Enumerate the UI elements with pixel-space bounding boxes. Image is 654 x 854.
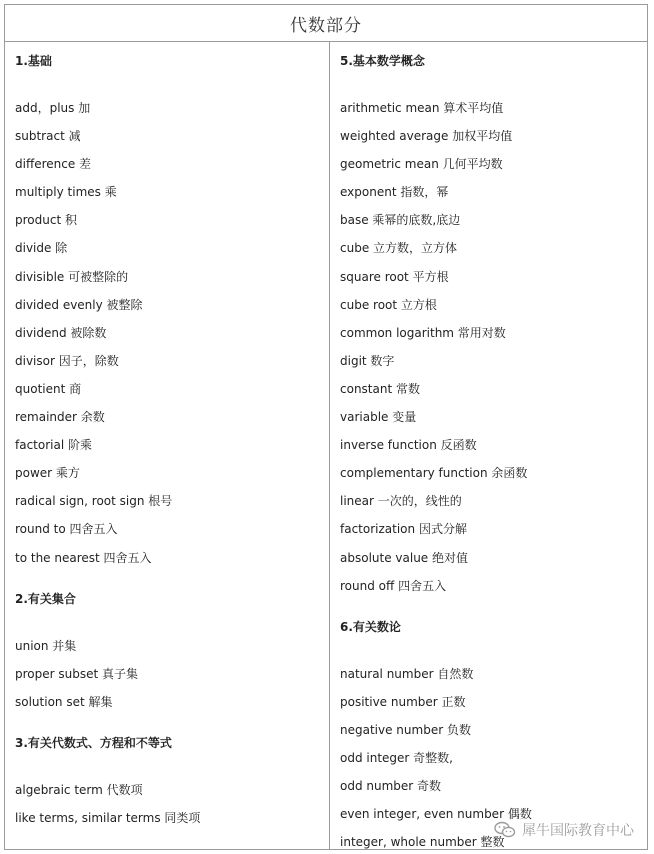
vocab-term: inverse function 反函数 — [340, 438, 477, 453]
vocab-term: like terms, similar terms 同类项 — [15, 810, 201, 825]
section-heading: 1.基础 — [15, 54, 52, 68]
left-column — [5, 42, 330, 849]
vocab-term: proper subset 真子集 — [15, 666, 139, 681]
vocab-term: positive number 正数 — [340, 694, 466, 709]
vocab-term: factorial 阶乘 — [15, 438, 92, 453]
vocab-term: absolute value 绝对值 — [340, 550, 468, 565]
vocab-term: round off 四舍五入 — [340, 578, 447, 593]
vocab-term: linear 一次的，线性的 — [340, 494, 462, 509]
vocab-term: geometric mean 几何平均数 — [340, 157, 503, 172]
vocab-term: negative number 负数 — [340, 722, 471, 737]
section-heading: 6.有关数论 — [340, 619, 401, 634]
section-spacer — [340, 600, 647, 616]
vocab-term: radical sign, root sign 根号 — [15, 494, 173, 509]
vocab-term: constant 常数 — [340, 381, 420, 396]
vocab-term: add，plus 加 — [15, 101, 91, 115]
section-heading: 3.有关代数式、方程和不等式 — [15, 735, 172, 750]
section-spacer — [15, 572, 329, 588]
vocab-term: solution set 解集 — [15, 694, 113, 709]
vocab-term: divisor 因子，除数 — [15, 353, 119, 368]
section-spacer — [15, 716, 329, 732]
right-column-content — [330, 42, 647, 849]
vocab-term: cube root 立方根 — [340, 297, 437, 312]
vocab-term: algebraic term 代数项 — [15, 782, 143, 797]
vocab-term: integer, whole number 整数 — [340, 835, 505, 849]
left-column-content — [5, 42, 329, 832]
vocab-term: divided evenly 被整除 — [15, 297, 143, 312]
vocab-term: odd number 奇数 — [340, 779, 442, 794]
section-heading: 5.基本数学概念 — [340, 54, 425, 68]
wechat-logo-icon — [494, 821, 516, 839]
section-heading: 2.有关集合 — [15, 591, 76, 606]
vocab-term: divide 除 — [15, 241, 68, 256]
vocab-term: digit 数字 — [340, 353, 395, 368]
vocab-term: union 并集 — [15, 638, 77, 653]
vocab-term: complementary function 余函数 — [340, 466, 528, 481]
vocab-term: even integer, even number 偶数 — [340, 807, 532, 822]
vocab-term: product 积 — [15, 213, 77, 228]
vocab-term: divisible 可被整除的 — [15, 269, 129, 284]
vocab-term: round to 四舍五入 — [15, 522, 118, 537]
vocab-term: natural number 自然数 — [340, 666, 474, 681]
vocab-term: exponent 指数，幂 — [340, 185, 449, 200]
vocab-term: arithmetic mean 算术平均值 — [340, 101, 504, 115]
watermark — [494, 820, 634, 840]
watermark-text: 犀牛国际教育中心 — [522, 823, 634, 839]
vocab-term: power 乘方 — [15, 466, 80, 481]
vocab-term: quotient 商 — [15, 381, 82, 396]
vocab-term: remainder 余数 — [15, 410, 105, 425]
vocab-term: base 乘幂的底数,底边 — [340, 213, 461, 228]
vocab-term: dividend 被除数 — [15, 325, 107, 340]
vocab-term: subtract 减 — [15, 129, 81, 144]
vocab-term: difference 差 — [15, 157, 92, 172]
table-title: 代数部分 — [5, 5, 647, 42]
vocab-term: square root 平方根 — [340, 269, 449, 284]
vocab-term: odd integer 奇整数, — [340, 750, 453, 765]
vocab-term: multiply times 乘 — [15, 185, 117, 200]
vocab-term: cube 立方数，立方体 — [340, 241, 458, 256]
vocabulary-table — [4, 4, 648, 850]
vocab-term: factorization 因式分解 — [340, 522, 467, 537]
vocab-term: weighted average 加权平均值 — [340, 129, 513, 144]
vocab-term: common logarithm 常用对数 — [340, 325, 506, 340]
vocab-term: to the nearest 四舍五入 — [15, 550, 152, 565]
table-body — [5, 42, 647, 849]
vocab-term: variable 变量 — [340, 410, 417, 425]
right-column — [330, 42, 647, 849]
